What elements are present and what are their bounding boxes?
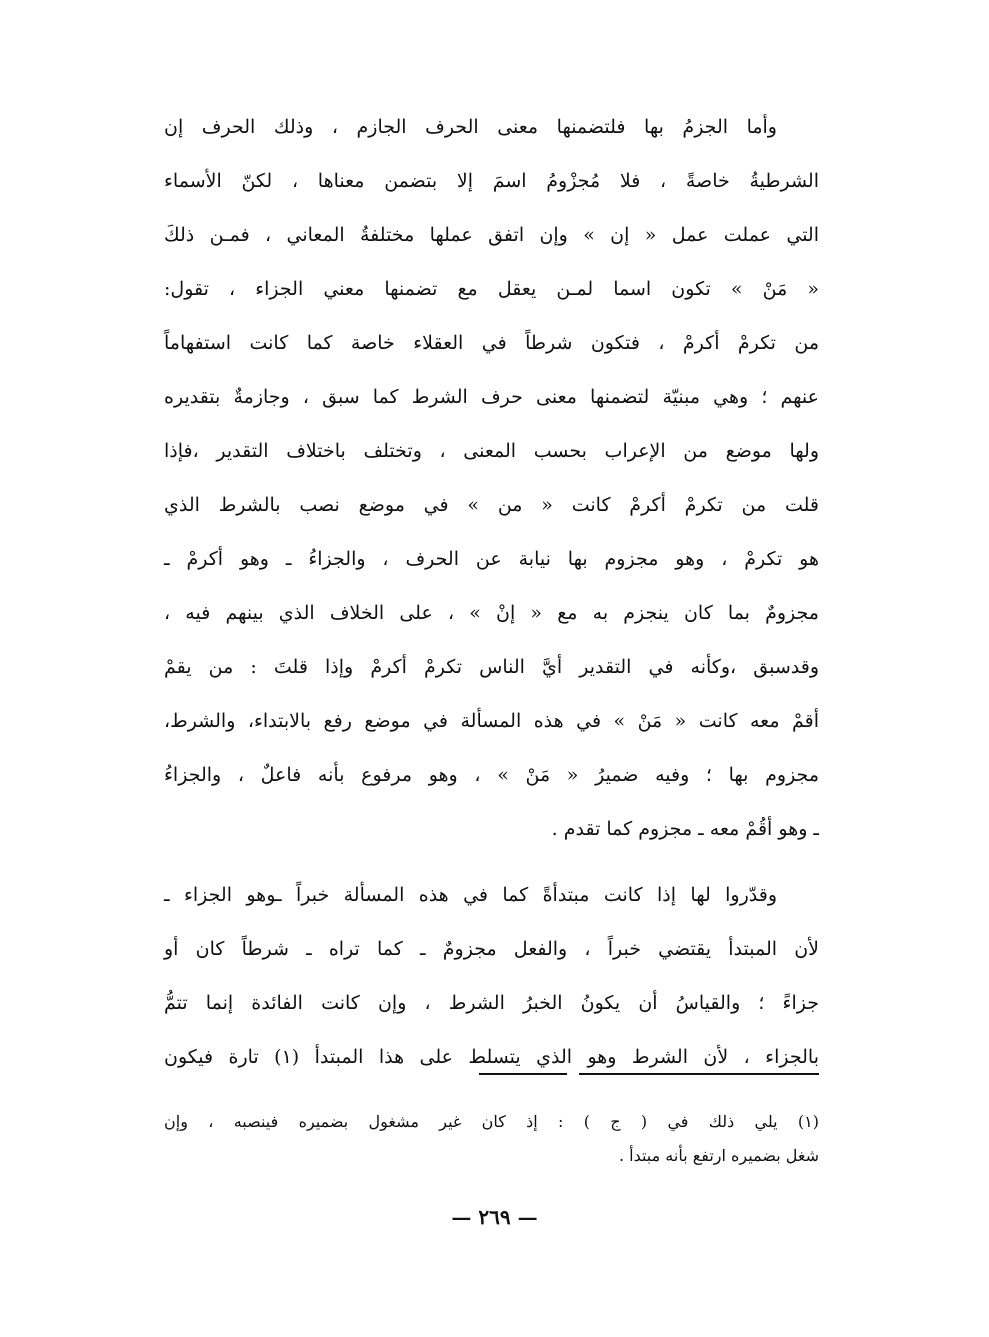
text-line: وقدّروا لها إذا كانت مبتدأةً كما في هذه المسألة خبراً ـوهو الجزاء ـ (164, 884, 777, 906)
text-line: جزاءً ؛ والقياسُ أن يكونُ الخبرُ الشرط ، وإن كانت الفائدة إنما تتمُّ (164, 992, 819, 1014)
text-line: الشرطيةُ خاصةً ، فلا مُجزْومُ اسمَ إلا بتضمن معناها ، لكنّ الأسماء (164, 170, 819, 192)
footnote-line: (١) يلي ذلك في ( ج ) : إذ كان غير مشغول بضميره فينصبه ، وإن (164, 1112, 819, 1131)
main-text (164, 100, 819, 1084)
text-line: عنهم ؛ وهي مبنيّة لتضمنها معنى حرف الشرط كما سبق ، وجازمةٌ بتقديره (164, 386, 819, 408)
text-line: أقمْ معه كانت « مَنْ » في هذه المسألة في موضع رفع بالابتداء، والشرط، (164, 710, 819, 732)
text-line: ـ وهو أقُمْ معه ـ مجزوم كما تقدم . (551, 818, 819, 840)
footnote-separator (479, 1073, 819, 1077)
text-line: وأما الجزمُ بها فلتضمنها معنى الحرف الجازم ، وذلك الحرف إن (164, 116, 777, 138)
text-line: مجزومٌ بما كان ينجزم به مع « إنْ » ، على الخلاف الذي بينهم فيه ، (164, 602, 819, 624)
footnote-line: شغل بضميره ارتفع بأنه مبتدأ . (618, 1146, 819, 1165)
page-number: — ٢٦٩ — (451, 1205, 538, 1229)
text-line: بالجزاء ، لأن الشرط وهو الذي يتسلط على هذا المبتدأ (١) تارة فيكون (164, 1046, 820, 1068)
text-line: وقدسبق ،وكأنه في التقدير أيَّ الناس تكرمْ أكرمْ وإذا قلتَ : من يقمْ (164, 656, 819, 678)
footnote (164, 1105, 819, 1173)
text-line: لأن المبتدأ يقتضي خبراً ، والفعل مجزومٌ ـ كما تراه ـ شرطاً كان أو (164, 938, 819, 960)
text-line: ولها موضع من الإعراب بحسب المعنى ، وتختلف باختلاف التقدير ،فإذا (164, 440, 819, 462)
paragraph-gap (164, 856, 819, 868)
separator-rule (579, 1073, 819, 1075)
text-line: « مَنْ » تكون اسما لمـن يعقل مع تضمنها معني الجزاء ، تقول: (164, 278, 819, 300)
text-line: قلت من تكرمْ أكرمْ كانت « من » في موضع نصب بالشرط الذي (164, 494, 819, 516)
text-line: مجزوم بها ؛ وفيه ضميرُ « مَنْ » ، وهو مرفوع بأنه فاعلٌ ، والجزاءُ (164, 764, 819, 786)
text-line: هو تكرمْ ، وهو مجزوم بها نيابة عن الحرف ، والجزاءُ ـ وهو أكرمْ ـ (164, 548, 819, 570)
text-line: من تكرمْ أكرمْ ، فتكون شرطاً في العقلاء خاصة كما كانت استفهاماً (164, 332, 819, 354)
separator-rule (479, 1073, 567, 1075)
text-line: التي عملت عمل « إن » وإن اتفق عملها مختلفةُ المعاني ، فمـن ذلكَ (164, 224, 819, 246)
